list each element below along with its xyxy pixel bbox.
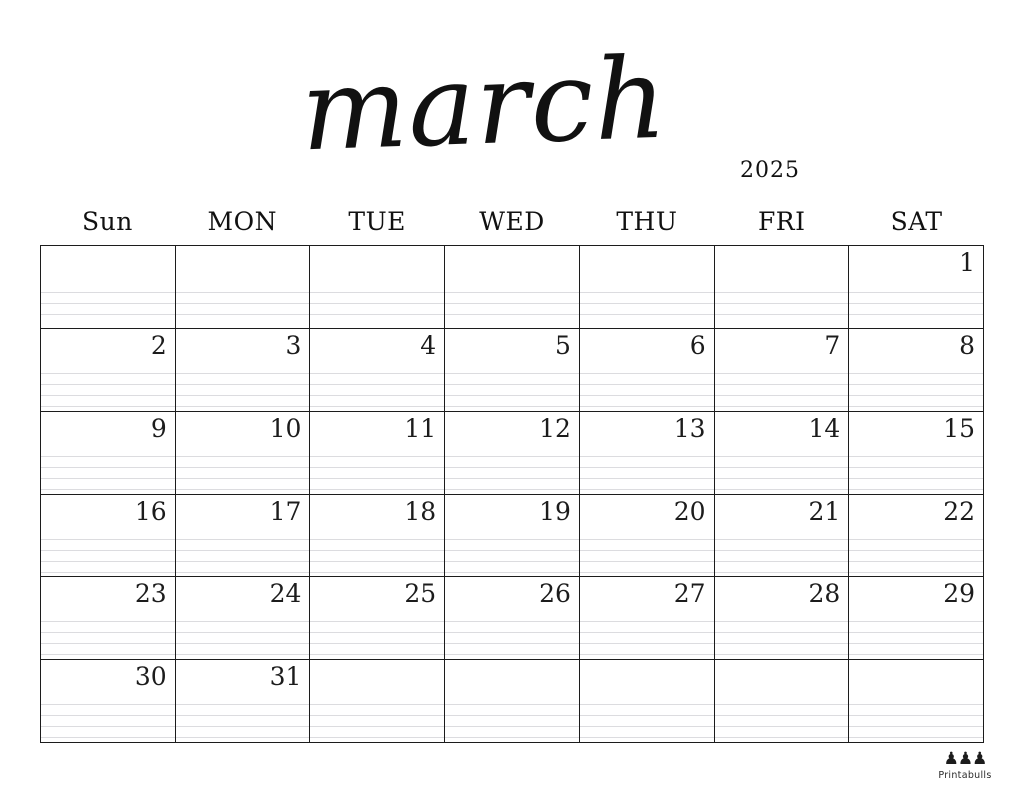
day-number: 21 bbox=[808, 496, 841, 526]
day-cell[interactable] bbox=[445, 495, 580, 578]
day-cell[interactable] bbox=[176, 246, 311, 329]
day-cell[interactable] bbox=[41, 329, 176, 412]
year-label-text: 2025 bbox=[740, 158, 800, 183]
day-cell[interactable] bbox=[41, 577, 176, 660]
day-number: 28 bbox=[808, 579, 841, 609]
weekday-thu: THU bbox=[616, 207, 678, 236]
day-cell[interactable] bbox=[41, 246, 176, 329]
note-lines bbox=[41, 611, 175, 656]
day-number: 7 bbox=[824, 331, 841, 360]
day-number: 29 bbox=[943, 579, 976, 609]
day-cell[interactable] bbox=[580, 246, 715, 329]
day-cell[interactable] bbox=[176, 577, 311, 660]
note-lines bbox=[176, 694, 310, 739]
day-number: 30 bbox=[134, 662, 167, 692]
day-cell[interactable] bbox=[310, 412, 445, 495]
note-lines bbox=[580, 611, 714, 656]
day-cell[interactable] bbox=[580, 577, 715, 660]
day-cell[interactable] bbox=[310, 495, 445, 578]
day-cell[interactable] bbox=[715, 577, 850, 660]
day-number: 4 bbox=[420, 331, 437, 360]
note-lines bbox=[310, 282, 444, 325]
day-number: 6 bbox=[689, 331, 706, 360]
weekday-sun: Sun bbox=[82, 207, 133, 236]
calendar-week-row bbox=[41, 660, 984, 743]
day-number: 18 bbox=[404, 496, 437, 526]
note-lines bbox=[849, 282, 983, 325]
day-cell[interactable] bbox=[849, 412, 984, 495]
note-lines bbox=[41, 446, 175, 491]
day-number: 26 bbox=[539, 579, 571, 609]
day-cell[interactable] bbox=[849, 495, 984, 578]
calendar-week-row bbox=[41, 412, 984, 495]
note-lines bbox=[310, 611, 444, 656]
note-lines bbox=[310, 446, 444, 491]
weekday-mon: MON bbox=[207, 207, 278, 236]
note-lines bbox=[580, 446, 714, 491]
day-cell[interactable] bbox=[849, 329, 984, 412]
day-cell[interactable] bbox=[580, 329, 715, 412]
note-lines bbox=[176, 529, 310, 574]
note-lines bbox=[849, 446, 983, 491]
note-lines bbox=[580, 529, 714, 574]
day-number: 5 bbox=[554, 331, 571, 360]
day-number: 9 bbox=[150, 413, 167, 443]
day-cell[interactable] bbox=[580, 495, 715, 578]
day-number: 11 bbox=[404, 413, 437, 443]
note-lines bbox=[445, 694, 579, 739]
day-cell[interactable] bbox=[715, 246, 850, 329]
weekday-sat: SAT bbox=[890, 207, 943, 236]
day-number: 14 bbox=[808, 413, 841, 443]
day-cell[interactable] bbox=[849, 660, 984, 743]
day-cell[interactable] bbox=[715, 412, 850, 495]
day-number: 2 bbox=[150, 331, 167, 360]
note-lines bbox=[849, 363, 983, 408]
day-cell[interactable] bbox=[41, 495, 176, 578]
note-lines bbox=[445, 363, 579, 408]
day-number: 10 bbox=[269, 413, 302, 443]
day-cell[interactable] bbox=[445, 412, 580, 495]
day-number: 27 bbox=[673, 579, 706, 609]
calendar-week-row bbox=[41, 329, 984, 412]
weekday-header-row bbox=[40, 205, 984, 243]
day-cell[interactable] bbox=[715, 329, 850, 412]
calendar-week-row bbox=[41, 246, 984, 329]
note-lines bbox=[41, 363, 175, 408]
day-cell[interactable] bbox=[445, 577, 580, 660]
note-lines bbox=[41, 529, 175, 574]
day-number: 19 bbox=[539, 496, 571, 526]
day-number: 25 bbox=[404, 579, 437, 609]
weekday-fri: FRI bbox=[757, 207, 806, 236]
bull-heads-icon: ♟♟♟ bbox=[943, 749, 987, 768]
note-lines bbox=[41, 282, 175, 325]
note-lines bbox=[445, 529, 579, 574]
note-lines bbox=[715, 282, 849, 325]
calendar-week-row bbox=[41, 577, 984, 660]
day-number: 13 bbox=[673, 413, 706, 443]
note-lines bbox=[310, 694, 444, 739]
note-lines bbox=[715, 363, 849, 408]
day-cell[interactable] bbox=[849, 577, 984, 660]
day-number: 8 bbox=[959, 331, 976, 360]
calendar-week-row bbox=[41, 495, 984, 578]
day-number: 17 bbox=[269, 496, 302, 526]
day-cell[interactable] bbox=[41, 660, 176, 743]
weekday-wed: WED bbox=[479, 207, 545, 236]
day-cell[interactable] bbox=[310, 329, 445, 412]
day-cell[interactable] bbox=[310, 660, 445, 743]
day-cell[interactable] bbox=[310, 246, 445, 329]
weekday-tue: TUE bbox=[348, 207, 406, 236]
day-cell[interactable] bbox=[176, 495, 311, 578]
note-lines bbox=[445, 446, 579, 491]
day-cell[interactable] bbox=[176, 660, 311, 743]
day-cell[interactable] bbox=[715, 495, 850, 578]
note-lines bbox=[849, 694, 983, 739]
month-title-text: march bbox=[298, 33, 670, 177]
note-lines bbox=[176, 611, 310, 656]
brand-logo bbox=[928, 749, 1002, 781]
note-lines bbox=[176, 363, 310, 408]
day-number: 1 bbox=[959, 248, 976, 277]
day-number: 22 bbox=[943, 496, 976, 526]
brand-name: Printabulls bbox=[938, 770, 992, 781]
note-lines bbox=[849, 611, 983, 656]
note-lines bbox=[445, 282, 579, 325]
note-lines bbox=[715, 694, 849, 739]
day-number: 12 bbox=[539, 413, 571, 443]
note-lines bbox=[310, 363, 444, 408]
day-cell[interactable] bbox=[41, 412, 176, 495]
title-block bbox=[0, 30, 1024, 190]
day-cell[interactable] bbox=[849, 246, 984, 329]
note-lines bbox=[580, 694, 714, 739]
note-lines bbox=[176, 446, 310, 491]
note-lines bbox=[310, 529, 444, 574]
day-cell[interactable] bbox=[176, 412, 311, 495]
note-lines bbox=[715, 611, 849, 656]
day-number: 23 bbox=[134, 579, 167, 609]
calendar-grid bbox=[40, 245, 984, 743]
note-lines bbox=[715, 446, 849, 491]
note-lines bbox=[41, 694, 175, 739]
day-cell[interactable] bbox=[580, 660, 715, 743]
year-label bbox=[0, 158, 1024, 183]
day-number: 24 bbox=[269, 579, 302, 609]
day-cell[interactable] bbox=[715, 660, 850, 743]
day-number: 31 bbox=[269, 662, 302, 692]
note-lines bbox=[580, 282, 714, 325]
day-cell[interactable] bbox=[445, 660, 580, 743]
day-number: 16 bbox=[134, 496, 167, 526]
day-number: 15 bbox=[943, 413, 976, 443]
day-cell[interactable] bbox=[445, 246, 580, 329]
note-lines bbox=[715, 529, 849, 574]
day-cell[interactable] bbox=[176, 329, 311, 412]
day-cell[interactable] bbox=[445, 329, 580, 412]
day-number: 3 bbox=[285, 331, 302, 360]
note-lines bbox=[176, 282, 310, 325]
day-cell[interactable] bbox=[310, 577, 445, 660]
note-lines bbox=[445, 611, 579, 656]
note-lines bbox=[849, 529, 983, 574]
note-lines bbox=[580, 363, 714, 408]
day-cell[interactable] bbox=[580, 412, 715, 495]
day-number: 20 bbox=[673, 496, 706, 526]
